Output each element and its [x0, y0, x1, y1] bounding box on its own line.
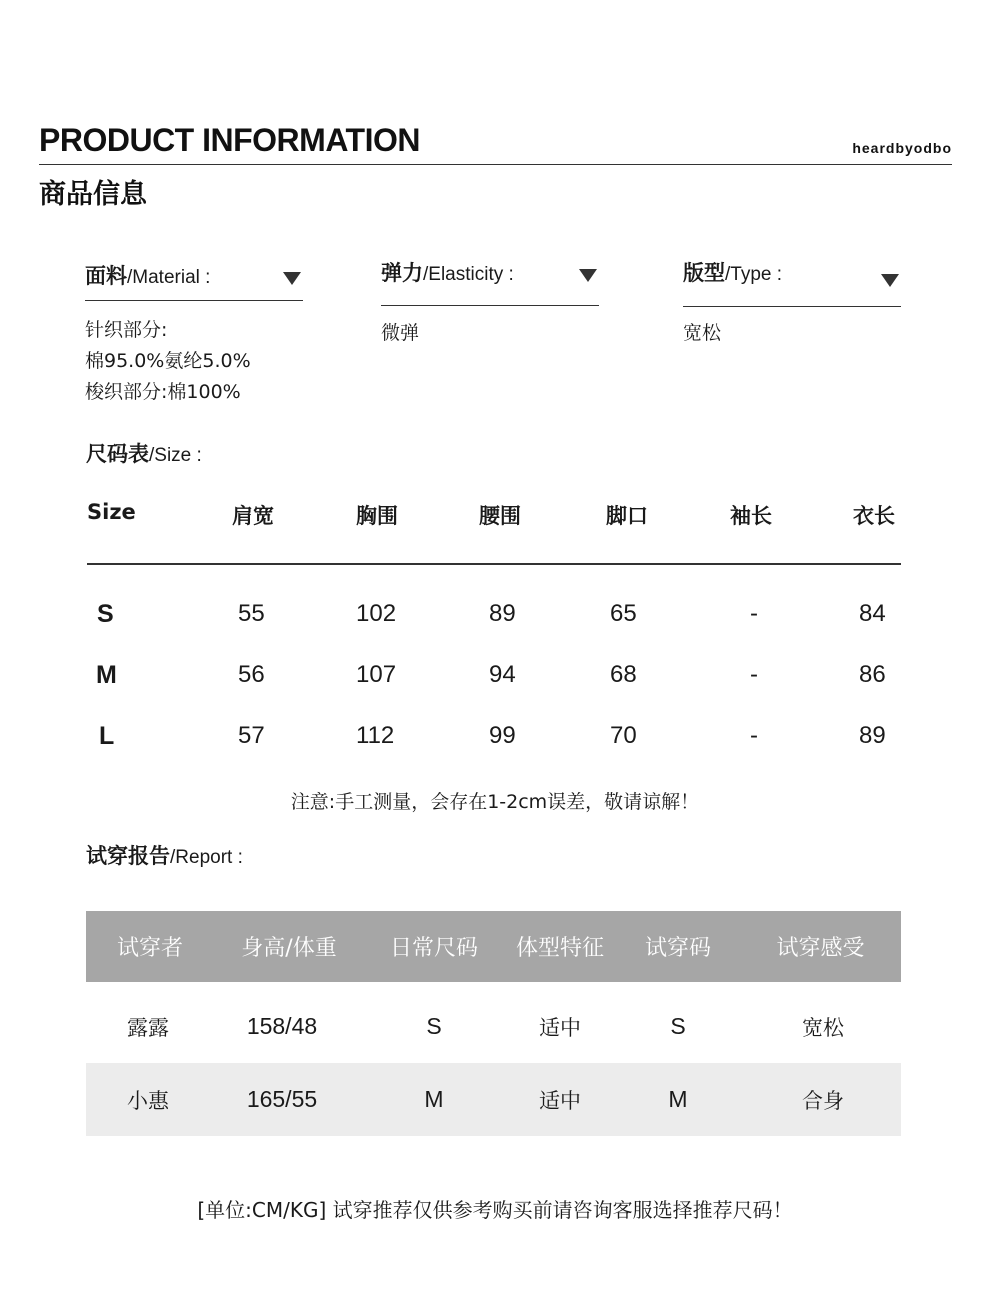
report-header-cell: 试穿感受 — [776, 936, 865, 961]
size-cell: 107 — [356, 661, 397, 688]
attr-material-value — [85, 315, 303, 408]
size-cell: 94 — [489, 661, 516, 688]
report-header-cell: 身高/体重 — [241, 936, 337, 961]
report-cell: 宽松 — [802, 1015, 844, 1040]
report-cell: 小惠 — [127, 1088, 169, 1113]
size-cell: 65 — [610, 600, 637, 627]
size-cell: 55 — [238, 600, 265, 627]
size-header-length: 衣长 — [853, 504, 895, 528]
size-cell: 112 — [356, 722, 395, 749]
measurement-note: 注意:手工测量，会存在1-2cm误差，敬请谅解！ — [290, 791, 700, 813]
attr-type-header[interactable] — [683, 257, 901, 307]
report-header-cell: 体型特征 — [515, 936, 604, 961]
table-row — [86, 1063, 901, 1136]
size-cell: 57 — [238, 722, 265, 749]
size-cell: - — [750, 661, 758, 688]
report-cell: 适中 — [539, 1015, 581, 1040]
size-header-hem: 脚口 — [606, 504, 648, 528]
size-cell: 89 — [859, 722, 886, 749]
report-title-cn: 试穿报告 — [86, 844, 170, 868]
size-row-label: S — [97, 600, 114, 628]
dropdown-triangle-icon[interactable] — [579, 269, 597, 282]
table-row — [86, 990, 901, 1063]
attr-elasticity-header[interactable] — [381, 257, 599, 306]
brand-logo-text: heardbyodbo — [852, 140, 952, 156]
attr-elasticity-value — [381, 318, 599, 349]
size-title-cn: 尺码表 — [86, 442, 149, 466]
dropdown-triangle-icon[interactable] — [283, 272, 301, 285]
size-title-en: /Size : — [149, 445, 202, 466]
size-row-label: M — [96, 661, 117, 689]
attr-material — [85, 260, 303, 408]
attr-type-label-cn: 版型 — [683, 261, 725, 285]
size-header-size: Size — [87, 500, 136, 524]
size-row-label: L — [99, 722, 115, 750]
size-header-chest: 胸围 — [356, 504, 398, 528]
report-header-cell: 试穿码 — [644, 936, 711, 961]
report-cell: S — [426, 1013, 442, 1039]
attr-value-line: 宽松 — [683, 322, 722, 344]
attr-value-line: 棉95.0%氨纶5.0% — [85, 350, 251, 372]
size-cell: 84 — [859, 600, 886, 627]
size-cell: 102 — [356, 600, 397, 627]
report-table — [86, 911, 901, 1136]
title-divider — [39, 164, 952, 165]
size-cell: 56 — [238, 661, 265, 688]
report-cell: 158/48 — [246, 1013, 318, 1039]
dropdown-triangle-icon[interactable] — [881, 274, 899, 287]
attr-elasticity — [381, 257, 599, 349]
size-cell: 99 — [489, 722, 516, 749]
report-cell: 合身 — [802, 1088, 844, 1113]
size-cell: 68 — [610, 661, 637, 688]
size-header-shoulder: 肩宽 — [232, 504, 274, 528]
report-cell: 适中 — [539, 1088, 581, 1113]
attr-type-label-en: /Type : — [725, 264, 783, 285]
size-cell: 86 — [859, 661, 886, 688]
attr-elasticity-label-cn: 弹力 — [381, 261, 423, 285]
report-title-en: /Report : — [170, 847, 243, 868]
size-cell: - — [750, 722, 758, 749]
attr-material-header[interactable] — [85, 260, 303, 301]
footer-disclaimer: [单位:CM/KG] 试穿推荐仅供参考购买前请咨询客服选择推荐尺码！ — [197, 1198, 793, 1222]
report-cell: 露露 — [127, 1015, 169, 1040]
report-cell: M — [424, 1086, 444, 1112]
report-section-title — [86, 840, 243, 870]
attr-material-label-cn: 面料 — [85, 264, 127, 288]
attr-type-value — [683, 318, 901, 349]
attr-type — [683, 257, 901, 349]
report-table-header — [86, 911, 901, 982]
attr-value-line: 针织部分: — [85, 319, 168, 341]
size-cell: 89 — [489, 600, 516, 627]
page-title-en: PRODUCT INFORMATION — [39, 122, 420, 158]
attr-elasticity-label-en: /Elasticity : — [423, 264, 514, 285]
page-title-cn: 商品信息 — [39, 179, 147, 210]
size-header-sleeve: 袖长 — [730, 504, 772, 528]
report-header-cell: 日常尺码 — [389, 936, 478, 961]
size-cell: 70 — [610, 722, 637, 749]
size-header-waist: 腰围 — [479, 504, 521, 528]
size-section-title — [86, 438, 202, 468]
attr-value-line: 微弹 — [381, 322, 420, 344]
report-cell: M — [668, 1086, 688, 1112]
report-cell: S — [670, 1013, 686, 1039]
size-table-divider — [87, 563, 901, 565]
attr-value-line: 梭织部分:棉100% — [85, 381, 241, 403]
report-cell: 165/55 — [246, 1086, 318, 1112]
report-header-cell: 试穿者 — [116, 936, 183, 961]
attr-material-label-en: /Material : — [127, 267, 211, 288]
size-cell: - — [750, 600, 758, 627]
